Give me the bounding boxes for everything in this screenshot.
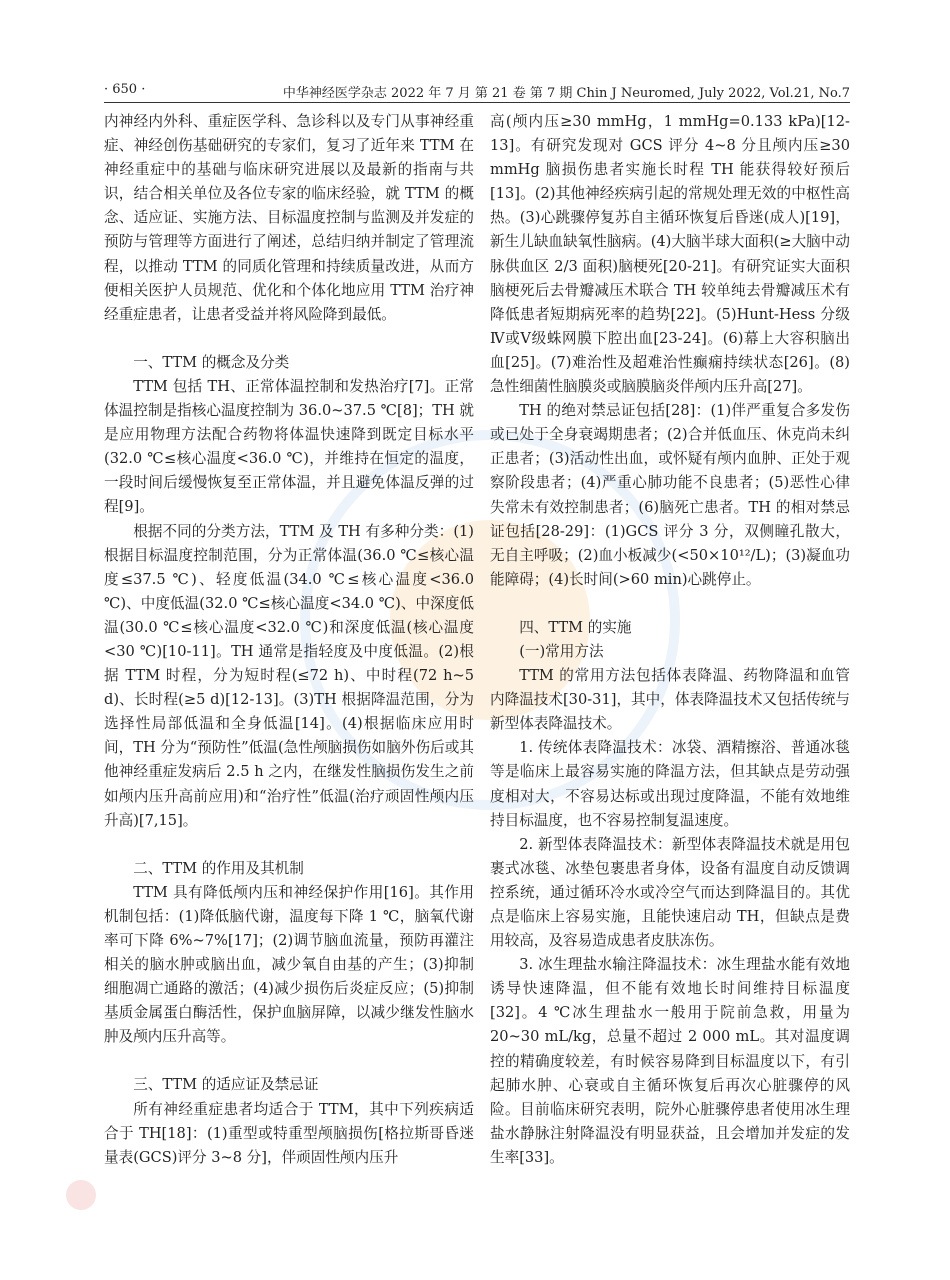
left-column — [104, 110, 474, 1170]
section-1-paragraph-2: 根据不同的分类方法，TTM 及 TH 有多种分类：(1)根据目标温度控制范围，分为正常体温(36.0 ℃≤核心温度≤37.5 ℃)、轻度低温(34.0 ℃≤核心温度<36.0 ℃)、中度低温(32.0 ℃≤核心温度<34.0 ℃)、中深度低温(30.0 ℃≤核心温度<32.0 ℃)和深度低温(核心温度<30 ℃)[10-11]。TH 通常是指轻度及中度低温。(2)根据 TTM 时程，分为短时程(≤72 h)、中时程(72 h~5 d)、长时程(≥5 d)[12-13]。(3)TH 根据降温范围，分为选择性局部低温和全身低温[14]。(4)根据临床应用时间，TH 分为“预防性”低温(急性颅脑损伤如脑外伤后或其他神经重症发病后 2.5 h 之内，在继发性脑损伤发生之前如颅内压升高前应用)和“治疗性”低温(治疗顽固性颅内压升高)[7,15]。 — [104, 522, 474, 829]
section-4-paragraph-2: 1. 传统体表降温技术：冰袋、酒精擦浴、普通冰毯等是临床上最容易实施的降温方法，但其缺点是劳动强度相对大，不容易达标或出现过度降温，不能有效地维持目标温度，也不容易控制复温速度。 — [490, 739, 850, 829]
section-4-subtitle: (一)常用方法 — [519, 642, 604, 660]
section-2-paragraph-1: TTM 具有降低颅内压和神经保护作用[16]。其作用机制包括：(1)降低脑代谢，温度每下降 1 ℃，脑氧代谢率可下降 6%~7%[17]；(2)调节脑血流量，预防再灌注相关的脑水肿或脑出血，减少氧自由基的产生；(3)抑制细胞凋亡通路的激活；(4)减少损伤后炎症反应；(5)抑制基质金属蛋白酶活性，保护血脑屏障，以减少继发性脑水肿及颅内压升高等。 — [104, 883, 474, 1046]
section-3-continuation: 高(颅内压≥30 mmHg，1 mmHg=0.133 kPa)[12-13]。有研究发现对 GCS 评分 4~8 分且颅内压≥30 mmHg 脑损伤患者实施长时程 TH 能获得较好预后[13]。(2)其他神经疾病引起的常规处理无效的中枢性高热。(3)心跳骤停复苏自主循环恢复后昏迷(成人)[19]，新生儿缺血缺氧性脑病。(4)大脑半球大面积(≥大脑中动脉供血区 2/3 面积)脑梗死[20-21]。有研究证实大面积脑梗死后去骨瓣减压术联合 TH 较单纯去骨瓣减压术有降低患者短期病死率的趋势[22]。(5)Hunt-Hess 分级Ⅳ或Ⅴ级蛛网膜下腔出血[23-24]。(6)幕上大容积脑出血[25]。(7)难治性及超难治性癫痫持续状态[26]。(8)急性细菌性脑膜炎或脑膜脑炎伴颅内压升高[27]。 — [490, 113, 850, 396]
section-4-paragraph-4: 3. 冰生理盐水输注降温技术：冰生理盐水能有效地诱导快速降温，但不能有效地长时间维持目标温度[32]。4 ℃冰生理盐水一般用于院前急救，用量为 20~30 mL/kg，总量不超过 2 000 mL。其对温度调控的精确度较差，有时候容易降到目标温度以下，有引起肺水肿、心衰或自主循环恢复后再次心脏骤停的风险。目前临床研究表明，院外心脏骤停患者使用冰生理盐水静脉注射降温没有明显获益，且会增加并发症的发生率[33]。 — [490, 956, 850, 1166]
section-4-title: 四、TTM 的实施 — [519, 618, 632, 636]
section-3-paragraph-1: 所有神经重症患者均适合于 TTM，其中下列疾病适合于 TH[18]：(1)重型或特重型颅脑损伤[格拉斯哥昏迷量表(GCS)评分 3~8 分]，伴顽固性颅内压升 — [104, 1100, 474, 1166]
running-header — [104, 80, 850, 103]
page-number: · 650 · — [104, 82, 146, 97]
section-3-title: 三、TTM 的适应证及禁忌证 — [133, 1076, 319, 1094]
intro-paragraph: 内神经内外科、重症医学科、急诊科以及专门从事神经重症、神经创伤基础研究的专家们，复习了近年来 TTM 在神经重症中的基础与临床研究进展以及最新的指南与共识，结合相关单位及各位专家的临床经验，就 TTM 的概念、适应证、实施方法、目标温度控制与监测及并发症的预防与管理等方面进行了阐述，总结归纳并制定了管理流程，以推动 TTM 的同质化管理和持续质量改进，从而方便相关医护人员规范、优化和个体化地应用 TTM 治疗神经重症患者，让患者受益并将风险降到最低。 — [104, 113, 474, 323]
section-1-paragraph-1: TTM 包括 TH、正常体温控制和发热治疗[7]。正常体温控制是指核心温度控制为 36.0~37.5 ℃[8]；TH 就是应用物理方法配合药物将体温快速降到既定目标水平(32.0 ℃≤核心温度<36.0 ℃)，并维持在恒定的温度，一段时间后缓慢恢复至正常体温，并且避免体温反弹的过程[9]。 — [104, 377, 474, 516]
journal-citation: 中华神经医学杂志 2022 年 7 月 第 21 卷 第 7 期 Chin J Neuromed, July 2022, Vol.21, No.7 — [282, 86, 850, 101]
contraindication-paragraph: TH 的绝对禁忌证包括[28]：(1)伴严重复合多发伤或已处于全身衰竭期患者；(2)合并低血压、休克尚未纠正患者；(3)活动性出血，或怀疑有颅内血肿、正处于观察阶段患者；(4)严重心肺功能不良患者；(5)恶性心律失常未有效控制患者；(6)脑死亡患者。TH 的相对禁忌证包括[28-29]：(1)GCS 评分 3 分，双侧瞳孔散大，无自主呼吸；(2)血小板减少(<50×10¹²/L)；(3)凝血功能障碍；(4)长时间(>60 min)心跳停止。 — [490, 402, 850, 588]
publisher-logo — [66, 1180, 96, 1210]
right-column — [490, 110, 850, 1170]
section-2-title: 二、TTM 的作用及其机制 — [133, 859, 304, 877]
section-1-title: 一、TTM 的概念及分类 — [133, 353, 290, 371]
section-4-paragraph-3: 2. 新型体表降温技术：新型体表降温技术就是用包裹式冰毯、冰垫包裹患者身体，设备有温度自动反馈调控系统，通过循环冷水或冷空气而达到降温目的。其优点是临床上容易实施，且能快速启动 TH，但缺点是费用较高，及容易造成患者皮肤冻伤。 — [490, 835, 850, 950]
section-4-paragraph-1: TTM 的常用方法包括体表降温、药物降温和血管内降温技术[30-31]，其中，体表降温技术又包括传统与新型体表降温技术。 — [490, 667, 850, 733]
